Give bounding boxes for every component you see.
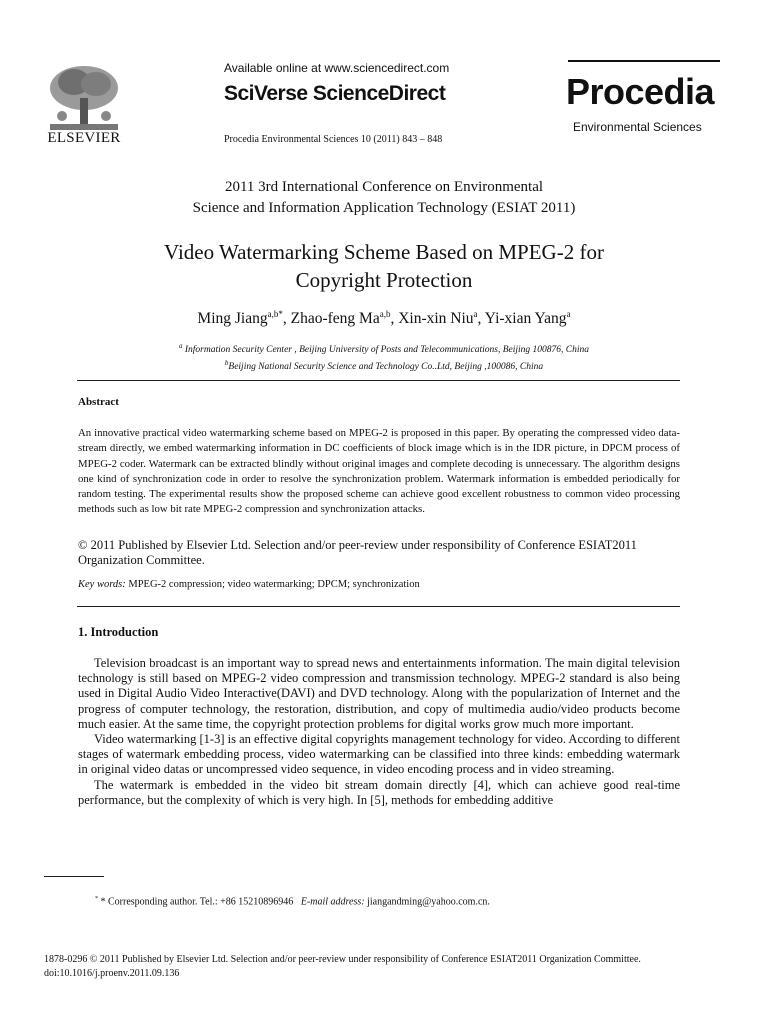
affiliation-sup: b [224,359,229,368]
abstract-heading: Abstract [78,396,119,408]
section-heading: 1. Introduction [78,625,159,639]
journal-logo-text: Procedia [566,71,715,112]
journal-logo-rule [568,60,720,62]
conference-line-1: 2011 3rd International Conference on Environmental [224,179,544,195]
journal-subtitle: Environmental Sciences [573,120,702,134]
footer-doi: doi:10.1016/j.proenv.2011.09.136 [44,968,180,979]
email-label: E-mail address: [300,896,365,908]
author-name: Ming Jiang [197,310,268,328]
affiliations [0,340,768,374]
journal-reference: Procedia Environmental Sciences 10 (2011) 843 – 848 [224,134,443,145]
author-name: Yi-xian Yang [484,310,567,328]
body-paragraph: Television broadcast is an important way to spread news and entertainments information. The main digital television technology is still based on MPEG-2 video compression and transmission technology. MPEG-2 standard is also being used in Digital Audio Video Interactive(DAVI) and DVD technology. Along with the popularization of Internet and the progress of computer technology, the restoration, distribution, and copy of multimedia audio/video products become much easier. At the same time, the copyright protection problems for digital works grow much more important. [78,656,680,731]
footnote-marker: * [95,896,98,902]
elsevier-tree-logo [44,62,124,134]
affiliation-sup: a [178,342,183,350]
paper-title [0,238,768,294]
footnote-rule [44,876,104,877]
keywords-label: Key words: [78,579,126,590]
affiliation-line [0,340,768,357]
keywords-list: MPEG-2 compression; video watermarking; DPCM; synchronization [128,579,420,590]
keywords [78,579,680,590]
author-affil-sup: a,b [379,309,391,319]
author-name: Xin-xin Niu [398,310,474,328]
conference-line-2: Science and Information Application Technology (ESIAT 2011) [192,200,576,216]
affiliation-text: Beijing National Security Science and Technology Co..Ltd, Beijing ,100086, China [228,362,544,373]
footnote [95,896,490,907]
email-address: jiangandming@yahoo.com.cn. [367,896,490,908]
copyright-notice: © 2011 Published by Elsevier Ltd. Selection and/or peer-review under responsibility of Conference ESIAT2011 Organization Committee. [78,538,637,567]
author-name: Zhao-feng Ma [290,310,380,328]
affiliation-text: Information Security Center , Beijing University of Posts and Telecommunications, Beijing 100876, China [184,345,590,356]
footnote-text: * Corresponding author. Tel.: +86 15210896946 [100,896,294,908]
paper-title-line-2: Copyright Protection [295,268,473,292]
conference-name [0,177,768,219]
paper-title-line-1: Video Watermarking Scheme Based on MPEG-2 for [164,240,604,264]
footer-issn-line: 1878-0296 © 2011 Published by Elsevier Ltd. Selection and/or peer-review under responsibility of Conference ESIAT2011 Organization Committee. [44,954,641,965]
abstract-bottom-rule [77,606,680,607]
author-affil-sup: a [566,309,571,319]
abstract-top-rule [77,380,680,381]
available-online-text: Available online at www.sciencedirect.com [224,61,450,75]
section-body [78,656,680,808]
platform-logo-text: SciVerse ScienceDirect [224,82,446,105]
author-affil-sup: a [473,309,478,319]
publisher-logo-text: ELSEVIER [47,130,121,146]
page-footer [44,953,734,981]
body-paragraph: Video watermarking [1-3] is an effective digital copyrights management technology for video. According to different stages of watermark embedding process, video watermarking can be classified into three kinds: embedding watermark in original video datas or uncompressed video sequence, in video encoding process and in video streaming. [78,732,680,777]
affiliation-line [0,357,768,374]
abstract-text: An innovative practical video watermarking scheme based on MPEG-2 is proposed in this paper. By operating the compressed video data-stream directly, we embed watermarking information in DC coefficients of block image which is in the IDR picture, in DPCM process of MPEG-2 coder. Watermark can be extracted blindly without original images and complete decoding is unnecessary. The algorithm designs one kind of synchronization code in order to resolve the synchronization problem. Watermark information is embedded periodically for random testing. The experimental results show the proposed scheme can achieve good excellent robustness to common video processing methods such as low bit rate MPEG-2 compression and synchronization attacks. [78,427,680,516]
author-affil-sup: a,b* [267,309,283,319]
body-paragraph: The watermark is embedded in the video bit stream domain directly [4], which can achieve good real-time performance, but the complexity of which is very high. In [5], methods for embedding additive [78,777,680,807]
author-list: Ming Jiang$^{a,b*}$, Zhao-feng Ma$^{a,b}$, Xin-xin Niu$^a$, Yi-xian Yang$^a$ [197,309,571,328]
